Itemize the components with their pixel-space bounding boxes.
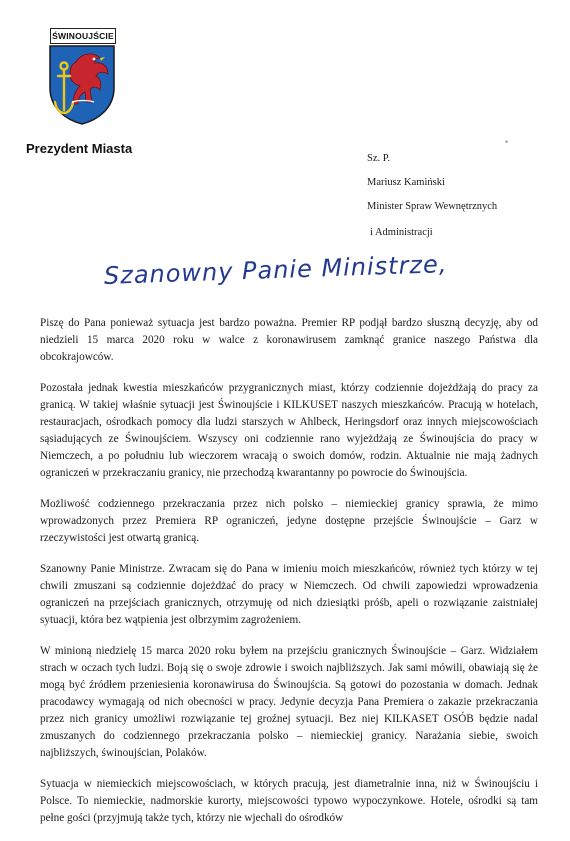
griffin-coat-of-arms-icon	[48, 44, 116, 126]
addressee-office: Minister Spraw Wewnętrznych	[367, 201, 498, 212]
paragraph-3: Możliwość codziennego przekraczania przez nich polsko – niemieckiej granicy sprawia, że mimo wprowadzonych przez Premiera RP ograniczeń, jedyne dostępne przejście Świnoujście – Garz w rzeczywistości jest otwartą granicą.	[40, 498, 538, 544]
letter-body	[40, 315, 538, 841]
coat-of-arms	[44, 28, 120, 128]
paragraph-5: W minioną niedzielę 15 marca 2020 roku byłem na przejściu granicznych Świnoujście – Garz. Widziałem strach w oczach tych ludzi. Boją się o swoje zdrowie i swoich najbliższych. Jak sami mówili, obawiają się że mogą być źródłem przeniesienia koronawirusa do Świnoujścia. Są gotowi do pozostania w domach. Jednak pracodawcy wymagają od nich obecności w pracy. Jedynie decyzja Pana Premiera o zakazie przekraczania przez nich granicy umożliwi rozwiązanie tej groźnej sytuacji. Bez niej KILKASET OSÓB będzie nadal zmuszanych do codziennego przekraczania polsko – niemieckiej granicy. Narażania siebie, swoich najbliższych, świnoujścian, Polaków.	[40, 645, 538, 759]
sender-title: Prezydent Miasta	[26, 141, 133, 156]
addressee-office-cont: i Administracji	[370, 227, 433, 238]
paragraph-4: Szanowny Panie Ministrze. Zwracam się do Pana w imieniu moich mieszkańców, również tych którzy w tej chwili zmuszani są codziennie dojeżdżać do pracy w Niemczech. Od chwili zapowiedzi wprowadzenia ograniczeń na przejściach granicznych, otrzymuję od nich dziesiątki próśb, apeli o rozwiązanie zaistniałej sytuacji, która bez wątpienia jest olbrzymim zagrożeniem.	[40, 563, 538, 626]
paragraph-6: Sytuacja w niemieckich miejscowościach, w których pracują, jest diametralnie inna, niż w Świnoujściu i Polsce. To niemieckie, nadmorskie kurorty, miejscowości typowo wypoczynkowe. Hotele, ośrodki są tam pełne gości (przyjmują także tych, którzy nie wjechali do ośrodków	[40, 778, 538, 824]
addressee-name: Mariusz Kamiński	[367, 177, 445, 188]
paragraph-1: Piszę do Pana ponieważ sytuacja jest bardzo poważna. Premier RP podjął bardzo słuszną decyzję, aby od niedzieli 15 marca 2020 roku w walce z koronawirusem zamknąć granice naszego Państwa dla obcokrajowców.	[40, 317, 538, 363]
paragraph-2: Pozostała jednak kwestia mieszkańców przygranicznych miast, którzy codziennie dojeżdżają do pracy za granicą. W takiej właśnie sytuacji jest Świnoujście i KILKUSET naszych mieszkańców. Pracują w hotelach, restauracjach, ośrodkach pomocy dla ludzi starszych w Ahlbeck, Heringsdorf oraz innych miejscowościach sąsiadujących ze Świnoujściem. Wszyscy oni codziennie rano wyjeżdżają ze Świnoujścia do pracy w Niemczech, a po południu lub wieczorem wracają o swoich domów, rodzin. Aktualnie nie mają żadnych ograniczeń w przekraczaniu granicy, nie przechodzą kwarantanny po powrocie do Świnoujścia.	[40, 382, 538, 479]
scan-mark: •	[505, 137, 509, 147]
crest-banner: ŚWINOUJŚCIE	[50, 28, 116, 44]
addressee-salutation: Sz. P.	[367, 153, 391, 164]
handwritten-greeting: Szanowny Panie Ministrze,	[103, 250, 448, 290]
